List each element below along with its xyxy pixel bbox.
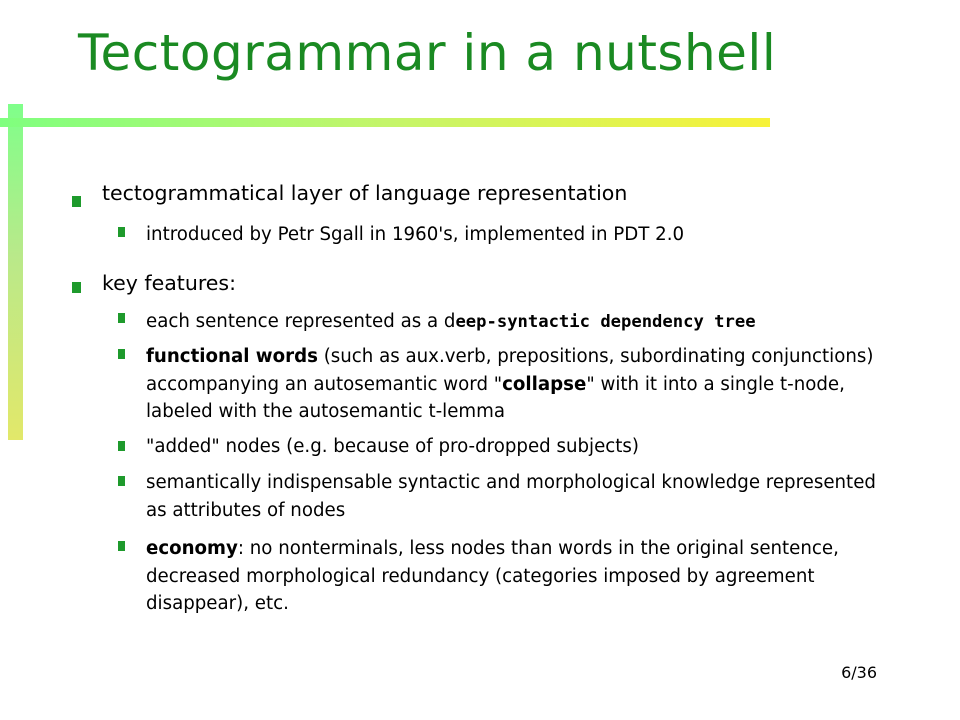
sub-bullet-text-plain: : no nonterminals, less nodes than words in the original sentence, decreased morphological redundancy (categories imposed by agreement disappear), etc. bbox=[146, 538, 839, 614]
sub-bullet-square-icon bbox=[118, 441, 125, 451]
sub-bullet-text-plain: each sentence represented as a d bbox=[146, 311, 456, 332]
sub-bullet-text bbox=[146, 308, 756, 337]
sub-bullet-square-icon bbox=[118, 227, 125, 237]
sub-bullet-text-bold: economy bbox=[146, 538, 238, 559]
sub-bullet-text: semantically indispensable syntactic and morphological knowledge represented as attributes of nodes bbox=[146, 472, 876, 521]
sub-bullet-square-icon bbox=[118, 313, 125, 323]
sub-bullet-text bbox=[146, 343, 876, 426]
sub-bullet-text-bold: collapse bbox=[502, 373, 587, 395]
sub-bullet-square-icon bbox=[118, 476, 125, 486]
sub-bullet-text: introduced by Petr Sgall in 1960's, implemented in PDT 2.0 bbox=[146, 224, 685, 245]
bullet-text: key features: bbox=[102, 271, 237, 295]
sub-bullet-text-emphasis: eep-syntactic dependency tree bbox=[455, 312, 756, 332]
sub-bullet-text-plain: (such as aux.verb, prepositions, subordinating conjunctions) accompanying an autosemantic word " bbox=[146, 346, 874, 395]
bullet-text: tectogrammatical layer of language representation bbox=[102, 181, 628, 205]
bullet-square-icon bbox=[72, 282, 81, 293]
sub-bullet-text-plain: " with it into a single t-node, labeled with the autosemantic t-lemma bbox=[146, 373, 845, 422]
page-number: 6/36 bbox=[841, 663, 877, 682]
bullet-square-icon bbox=[72, 196, 81, 207]
sub-bullet-square-icon bbox=[118, 541, 125, 551]
slide-title: Tectogrammar in a nutshell bbox=[78, 24, 777, 82]
sub-bullet-text-bold: functional words bbox=[146, 346, 318, 367]
sub-bullet-text bbox=[146, 535, 886, 618]
sub-bullet-text: "added" nodes (e.g. because of pro-dropped subjects) bbox=[146, 436, 639, 457]
sub-bullet-square-icon bbox=[118, 349, 125, 359]
